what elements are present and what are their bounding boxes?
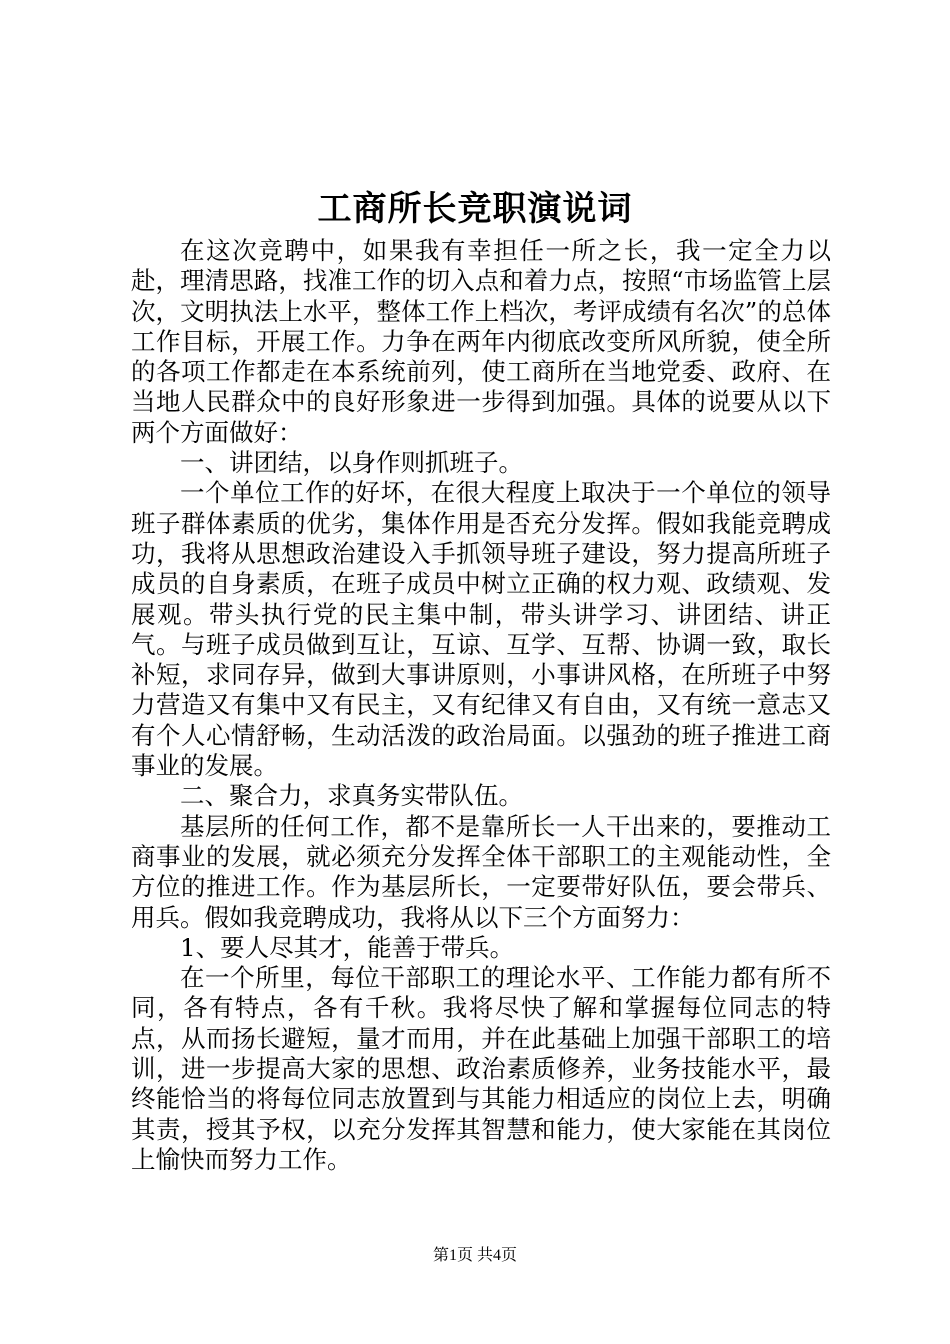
page-footer: 第1页 共4页 bbox=[432, 1247, 517, 1264]
paragraph-section-1: 一个单位工作的好坏，在很大程度上取决于一个单位的领导班子群体素质的优劣，集体作用是否充分发挥。假如我能竞聘成功，我将从思想政治建设入手抓领导班子建设，努力提高所班子成员的自身素质，在班子成员中树立正确的权力观、政绩观、发展观。带头执行党的民主集中制，带头讲学习、讲团结、讲正气。与班子成员做到互让，互谅、互学、互帮、协调一致，取长补短，求同存异，做到大事讲原则，小事讲风格，在所班子中努力营造又有集中又有民主，又有纪律又有自由，又有统一意志又有个人心情舒畅，生动活泼的政治局面。以强劲的班子推进工商事业的发展。 bbox=[131, 478, 831, 781]
paragraph-subsection-1: 在一个所里，每位干部职工的理论水平、工作能力都有所不同，各有特点，各有千秋。我将尽快了解和掌握每位同志的特点，从而扬长避短，量才而用，并在此基础上加强干部职工的培训，进一步提高大家的思想、政治素质修养，业务技能水平，最终能恰当的将每位同志放置到与其能力相适应的岗位上去，明确其责，授其予权，以充分发挥其智慧和能力，使大家能在其岗位上愉快而努力工作。 bbox=[131, 963, 831, 1174]
paragraph-intro: 在这次竞聘中，如果我有幸担任一所之长，我一定全力以赴，理清思路，找准工作的切入点和着力点，按照“市场监管上层次，文明执法上水平，整体工作上档次，考评成绩有名次”的总体工作目标，开展工作。力争在两年内彻底改变所风所貌，使全所的各项工作都走在本系统前列，使工商所在当地党委、政府、在当地人民群众中的良好形象进一步得到加强。具体的说要从以下两个方面做好： bbox=[131, 236, 831, 447]
document-title: 工商所长竞职演说词 bbox=[317, 189, 633, 229]
section-heading-1: 一、讲团结，以身作则抓班子。 bbox=[180, 448, 523, 478]
document-body bbox=[131, 236, 831, 1175]
section-heading-2: 二、聚合力，求真务实带队伍。 bbox=[180, 781, 523, 811]
paragraph-section-2: 基层所的任何工作，都不是靠所长一人干出来的，要推动工商事业的发展，就必须充分发挥全体干部职工的主观能动性，全方位的推进工作。作为基层所长，一定要带好队伍，要会带兵、用兵。假如我竞聘成功，我将从以下三个方面努力： bbox=[131, 811, 831, 932]
subsection-heading-1: 1、要人尽其才，能善于带兵。 bbox=[180, 932, 515, 962]
